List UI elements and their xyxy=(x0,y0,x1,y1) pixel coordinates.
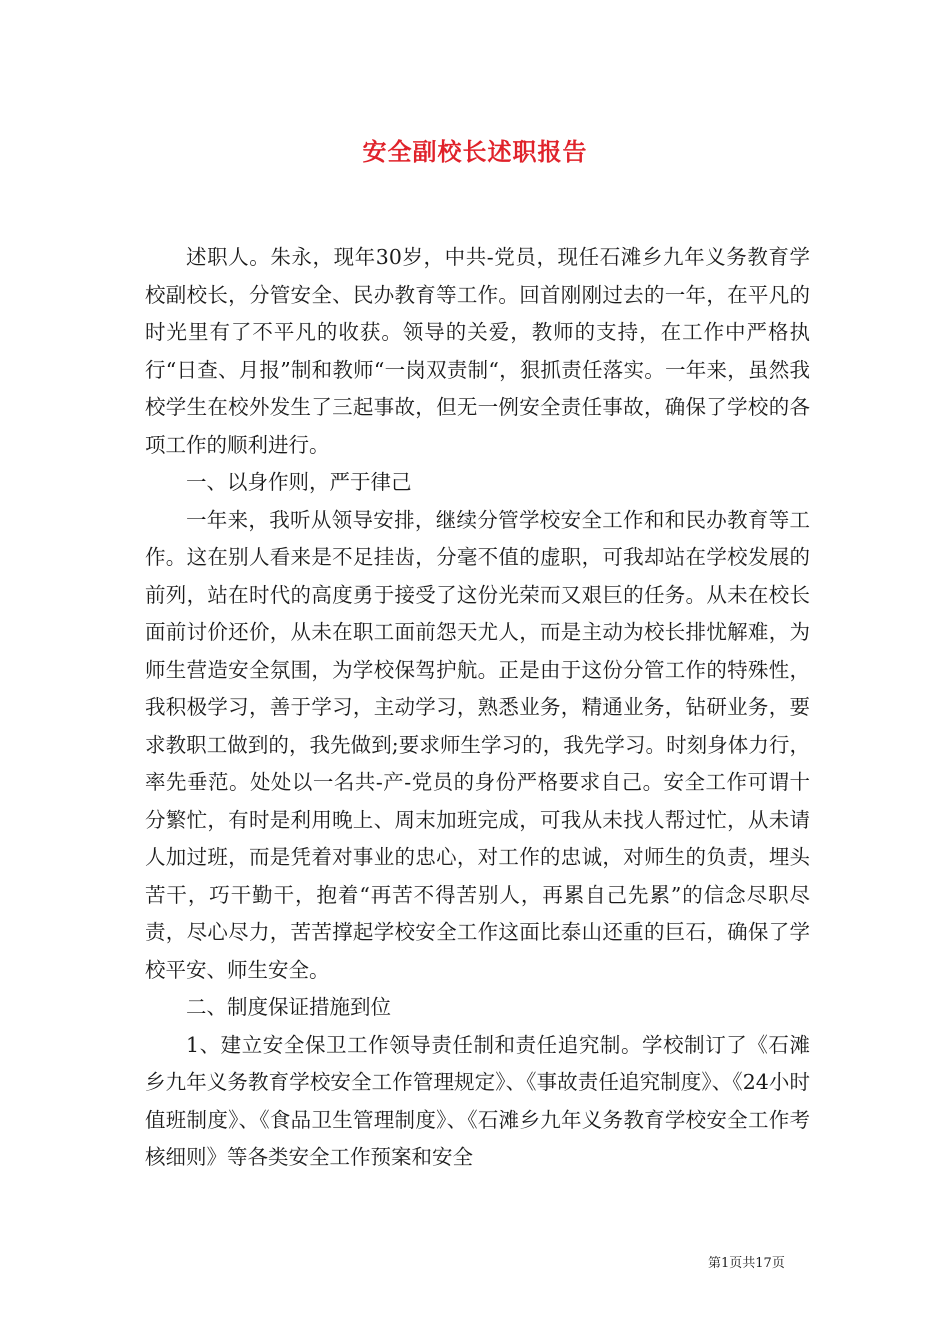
section-heading: 一、以身作则，严于律己 xyxy=(186,470,412,494)
paragraph: 1、建立安全保卫工作领导责任制和责任追究制。学校制订了《石滩乡九年义务教育学校安全工作管理规定》、《事故责任追究制度》、《24小时值班制度》、《食品卫生管理制度》、《石滩乡九年义务教育学校安全工作考核细则》等各类安全工作预案和安全 xyxy=(145,1032,810,1169)
paragraph: 述职人。朱永，现年30岁，中共-党员，现任石滩乡九年义务教育学校副校长，分管安全、民办教育等工作。回首刚刚过去的一年，在平凡的时光里有了不平凡的收获。领导的关爱，教师的支持，在工作中严格执行“日查、月报”制和教师“一岗双责制“，狠抓责任落实。一年来，虽然我校学生在校外发生了三起事故，但无一例安全责任事故，确保了学校的各项工作的顺利进行。 xyxy=(145,245,810,457)
page-title: 安全副校长述职报告 xyxy=(362,137,588,166)
section-heading: 二、制度保证措施到位 xyxy=(186,995,391,1019)
page-number: 第1页共17页 xyxy=(708,1256,785,1271)
document-body xyxy=(145,239,810,1177)
paragraph: 一年来，我听从领导安排，继续分管学校安全工作和和民办教育等工作。这在别人看来是不足挂齿，分毫不值的虚职，可我却站在学校发展的前列，站在时代的高度勇于接受了这份光荣而又艰巨的任务。从未在校长面前讨价还价，从未在职工面前怨天尤人，而是主动为校长排忧解难，为师生营造安全氛围，为学校保驾护航。正是由于这份分管工作的特殊性，我积极学习，善于学习，主动学习，熟悉业务，精通业务，钻研业务，要求教职工做到的，我先做到;要求师生学习的，我先学习。时刻身体力行，率先垂范。处处以一名共-产-党员的身份严格要求自己。安全工作可谓十分繁忙，有时是利用晚上、周末加班完成，可我从未找人帮过忙，从未请人加过班，而是凭着对事业的忠心，对工作的忠诚，对师生的负责，埋头苦干，巧干勤干，抱着“再苦不得苦别人，再累自己先累”的信念尽职尽责，尽心尽力，苦苦撑起学校安全工作这面比泰山还重的巨石，确保了学校平安、师生安全。 xyxy=(145,507,810,982)
